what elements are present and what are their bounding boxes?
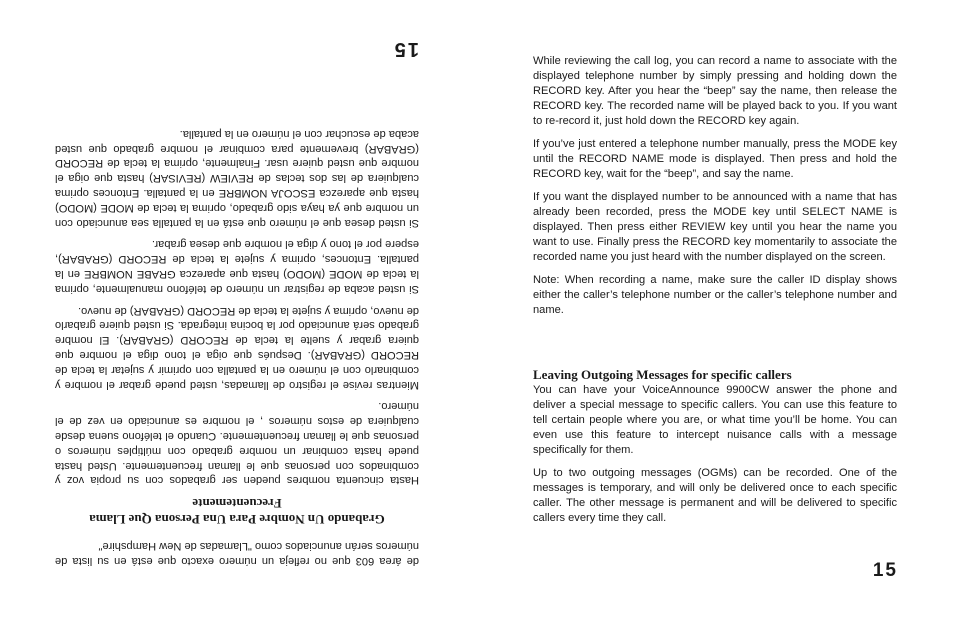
left-paragraph: Mientras revise el registro de llamadas, usted puede grabar el nombre y combinarlo con el número en la pantalla con oprimir y sujetar la tecla de RECORD (GRABAR). Después que oiga el tono diga el nombre que quiera grabar y suelte la tecla de RECORD (GRABAR). El nombre grabado será anunciado por la bocina integrada. Si usted quiere grabarlo de nuevo, oprima y sujete la tecla de RECORD (GRABAR) de nuevo. (55, 304, 419, 391)
right-section-paragraph: Up to two outgoing messages (OGMs) can be recorded. One of the messages is temporary, and will only be delivered once to each specific caller. The other message is permanent and will be delivered to specific callers every time they call. (533, 467, 897, 524)
right-page (477, 0, 954, 618)
left-page-number: 15 (392, 38, 419, 60)
left-paragraph: Si usted desea que el número que está en la pantalla sea anunciado con un nombre que ya haya sido grabado, oprima la tecla de MODE (MODO) hasta que aparezca ESCOJA NOMBRE en la pantalla. Entonces oprima cualquiera de las dos teclas de REVIEW (REVISAR) hasta que oiga el nombre que usted quiere usar. Finalmente, oprima la tecla de RECORD (GRABAR) brevemente para combinar el nombre grabado que usted acaba de escuchar con el número en la pantalla. (55, 127, 419, 229)
right-paragraph: While reviewing the call log, you can record a name to associate with the displayed telephone number by simply pressing and holding down the RECORD key. After you hear the “beep” say the name, then release the RECORD key. The recorded name will be played back to you. If you want to re-record it, just hold down the RECORD key again. (533, 55, 897, 127)
left-page-content (55, 119, 419, 568)
right-note-paragraph: Note: When recording a name, make sure the caller ID display shows either the caller’s telephone number or the caller’s telephone number and name. (533, 274, 897, 316)
left-section-heading: Grabando Un Nombre Para Una Persona Que Llama Frecuentemente (89, 496, 385, 528)
right-page-content (533, 54, 897, 534)
right-section-heading: Leaving Outgoing Messages for specific callers (533, 367, 792, 382)
right-section-paragraph: You can have your VoiceAnnounce 9900CW answer the phone and deliver a special message to specific callers. You can use this feature to tell certain people where you are, or what time you’ll be home. You can even use this feature to intercept nuisance calls with a message specifically for them. (533, 384, 897, 456)
right-paragraph: If you’ve just entered a telephone number manually, press the MODE key until the RECORD NAME mode is displayed. Then press and hold the RECORD key, wait for the “beep”, and say the name. (533, 138, 897, 180)
left-intro-paragraph: de área 603 que no refleja un número exacto que está en su lista de números serán anunciados como "Llamadas de New Hampshire" (55, 540, 419, 567)
right-paragraph: If you want the displayed number to be announced with a name that has already been recorded, press the MODE key until SELECT NAME is displayed. Then press either REVIEW key until you hear the name you want to use. Finally press the RECORD key momentarily to associate the recorded name you just heard with the number displayed on the screen. (533, 191, 897, 263)
left-paragraph: Hasta cincuenta nombres pueden ser grabados con su propia voz y combinados con personas que le llaman frecuentemente. Usted hasta puede hasta combinar un nombre grabado con múltiples números o personas que le llaman frecuentemente. Cuando el teléfono suena desde cualquiera de estos números , el nombre es anunciado en vez de el número. (55, 400, 419, 487)
right-page-number: 15 (872, 560, 898, 581)
left-paragraph: Si usted acaba de registrar un número de teléfono manualmente, oprima la tecla de MODE (MODO) hasta que aparezca GRABE NOMBRE en la pantalla. Entonces, oprima y sujete la tecla de RECORD (GRABAR), espere por el tono y diga el nombre que desea grabar. (55, 238, 419, 295)
